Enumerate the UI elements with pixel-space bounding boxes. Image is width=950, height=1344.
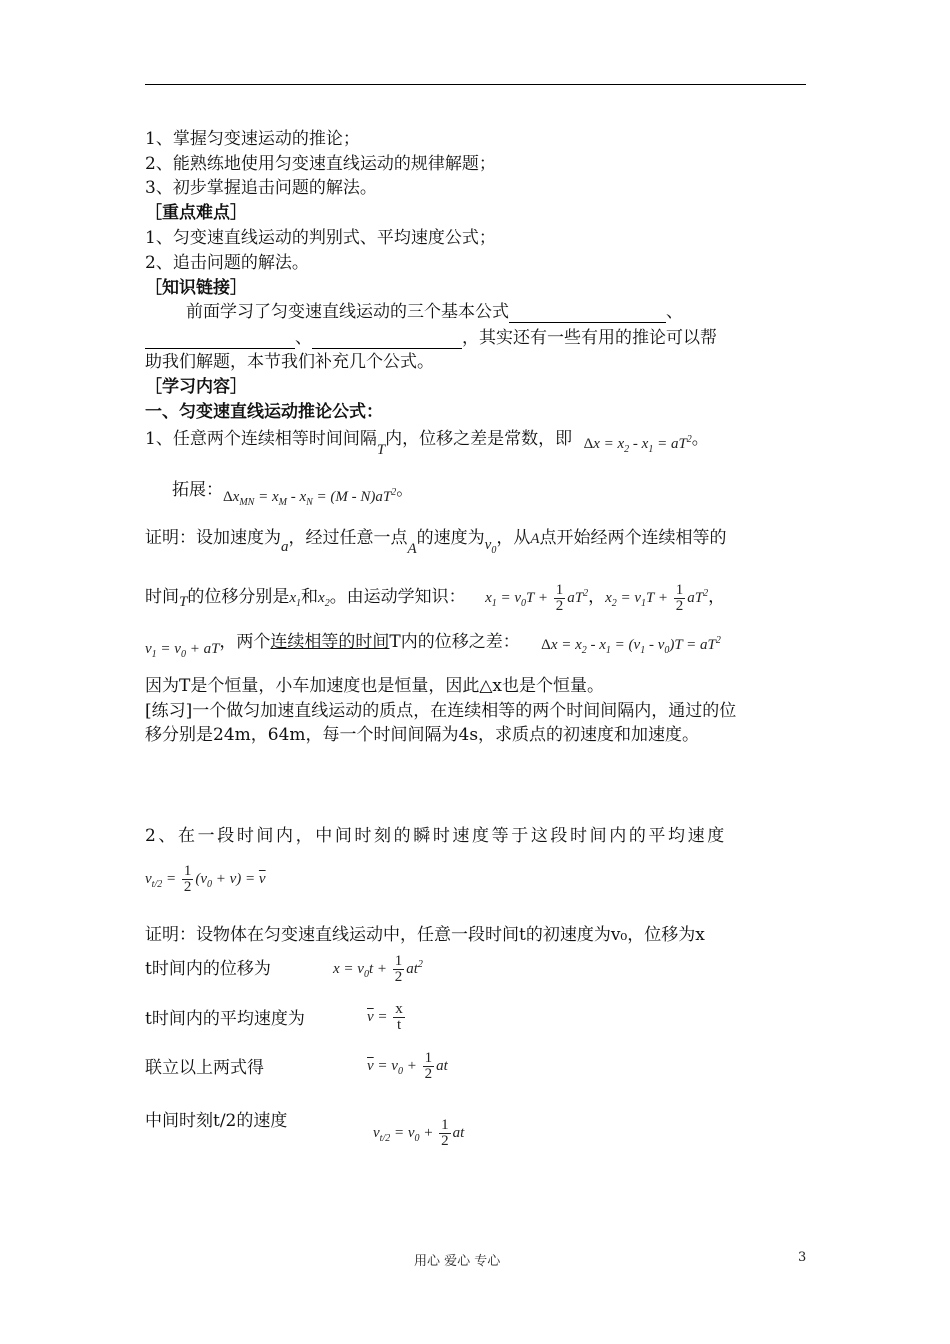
- proof1-line1: 证明：设加速度为a，经过任意一点A的速度为$v_0$，从A点开始经两个连续相等的: [145, 528, 727, 557]
- formula-extension: $\Delta x_{MN} = x_M - x_N = (M - N)aT^2$: [223, 487, 397, 508]
- knowledge-link-line3: 助我们解题，本节我们补充几个公式。: [145, 352, 434, 372]
- objective-2: 2、能熟练地使用匀变速直线运动的规律解题；: [145, 154, 496, 174]
- formula-v1: $v_1 = v_0$ + aT: [145, 641, 220, 660]
- proof2-displacement: t时间内的位移为 $x = v_0t$ + $\frac{1}{2}$ $at^2$: [145, 953, 423, 985]
- content-heading: ［学习内容］: [145, 377, 247, 397]
- formula-average-velocity: $\overline{v}$ = $\frac{x}{t}$: [367, 1001, 403, 1033]
- proof1-conclusion: 因为T是个恒量，小车加速度也是恒量，因此△x也是个恒量。: [145, 676, 604, 696]
- proof2-line1: 证明：设物体在匀变速直线运动中，任意一段时间t的初速度为v₀，位移为x: [145, 925, 705, 945]
- exercise-line2: 移分别是24m，64m，每一个时间间隔为4s，求质点的初速度和加速度。: [145, 725, 700, 745]
- formula-v0: $v_0$: [484, 537, 497, 556]
- formula-combined: $\overline{v} = v_0$ + $\frac{1}{2}$ at: [367, 1050, 448, 1082]
- formula-blank-1[interactable]: [509, 304, 666, 323]
- formula-blank-2[interactable]: [145, 330, 295, 349]
- proof2-average: t时间内的平均速度为 $\overline{v}$ = $\frac{x}{t}$: [145, 1008, 305, 1030]
- formula-T: T: [376, 442, 386, 458]
- key-point-1: 1、匀变速直线运动的判别式、平均速度公式；: [145, 228, 496, 248]
- objective-3: 3、初步掌握追击问题的解法。: [145, 178, 377, 198]
- footer-motto: 用心 爱心 专心: [414, 1254, 501, 1269]
- page-number: 3: [798, 1250, 807, 1265]
- formula-x2-kinematic: $x_2 = v_1T$ + $\frac{1}{2}$ $aT^2$: [605, 582, 709, 614]
- formula-mid-velocity: $v_{t/2}$ = $\frac{1}{2}$ $(v_0 + v) = \overline{v}$: [145, 863, 266, 895]
- formula-a: a: [281, 539, 289, 555]
- key-points-heading: ［重点难点］: [145, 203, 247, 223]
- knowledge-link-line2: 、 ，其实还有一些有用的推论可以帮: [145, 327, 717, 349]
- formula-x1-kinematic: $x_1 = v_0T$ + $\frac{1}{2}$ $aT^2$: [485, 582, 589, 614]
- formula-delta-x: $\Delta x = x_2 - x_1 = aT^2$: [583, 434, 692, 455]
- formula-mid-time-velocity: $v_{t/2} = v_0$ + $\frac{1}{2}$ at: [373, 1117, 465, 1149]
- formula-blank-3[interactable]: [312, 330, 462, 349]
- formula-delta-x-proof: $\Delta x = x_2 - x_1 = (v_1 - v_0)T = aT^2$: [541, 635, 721, 656]
- formula-x1: $x_1$: [289, 589, 302, 609]
- proof1-line3: $v_1 = v_0$ + aT，两个连续相等的时间T内的位移之差： $\Delta x = x_2 - x_1 = (v_1 - v_0)T = aT^2$: [145, 632, 721, 660]
- proof2-combine: 联立以上两式得 $\overline{v} = v_0$ + $\frac{1}{2}$ at: [145, 1050, 448, 1082]
- proof1-line2: 时间T的位移分别是$x_1$和$x_2$。由运动学知识： $x_1 = v_0T$ + $\frac{1}{2}$ $aT^2$，$x_2 = v_1T$ + $\frac{1}{2}$ $aT^2$，: [145, 582, 726, 614]
- proof2-mid: 中间时刻t/2的速度 $v_{t/2} = v_0$ + $\frac{1}{2}$ at: [145, 1111, 465, 1149]
- extension-line: 拓展：$\Delta x_{MN} = x_M - x_N = (M - N)aT^2$。: [172, 480, 414, 508]
- formula-displacement: $x = v_0t$ + $\frac{1}{2}$ $at^2$: [333, 953, 423, 985]
- formula-x2: $x_2$: [318, 589, 330, 609]
- knowledge-link-line1: 前面学习了匀变速直线运动的三个基本公式 、: [186, 302, 683, 322]
- header-rule: [145, 84, 806, 85]
- key-point-2: 2、追击问题的解法。: [145, 253, 309, 273]
- exercise-line1: [练习]一个做匀加速直线运动的质点，在连续相等的两个时间间隔内，通过的位: [145, 701, 737, 721]
- formula-T2: T: [179, 593, 188, 610]
- knowledge-link-heading: ［知识链接］: [145, 278, 247, 298]
- objective-1: 1、掌握匀变速运动的推论；: [145, 129, 360, 149]
- formula-A: A: [407, 541, 417, 557]
- item2-line: 2、在一段时间内，中间时刻的瞬时速度等于这段时间内的平均速度: [145, 826, 727, 846]
- item1-line: 1、任意两个连续相等时间间隔T内，位移之差是常数，即 $\Delta x = x_2 - x_1 = aT^2$。: [145, 429, 709, 458]
- section-title: 一、匀变速直线运动推论公式：: [145, 402, 383, 422]
